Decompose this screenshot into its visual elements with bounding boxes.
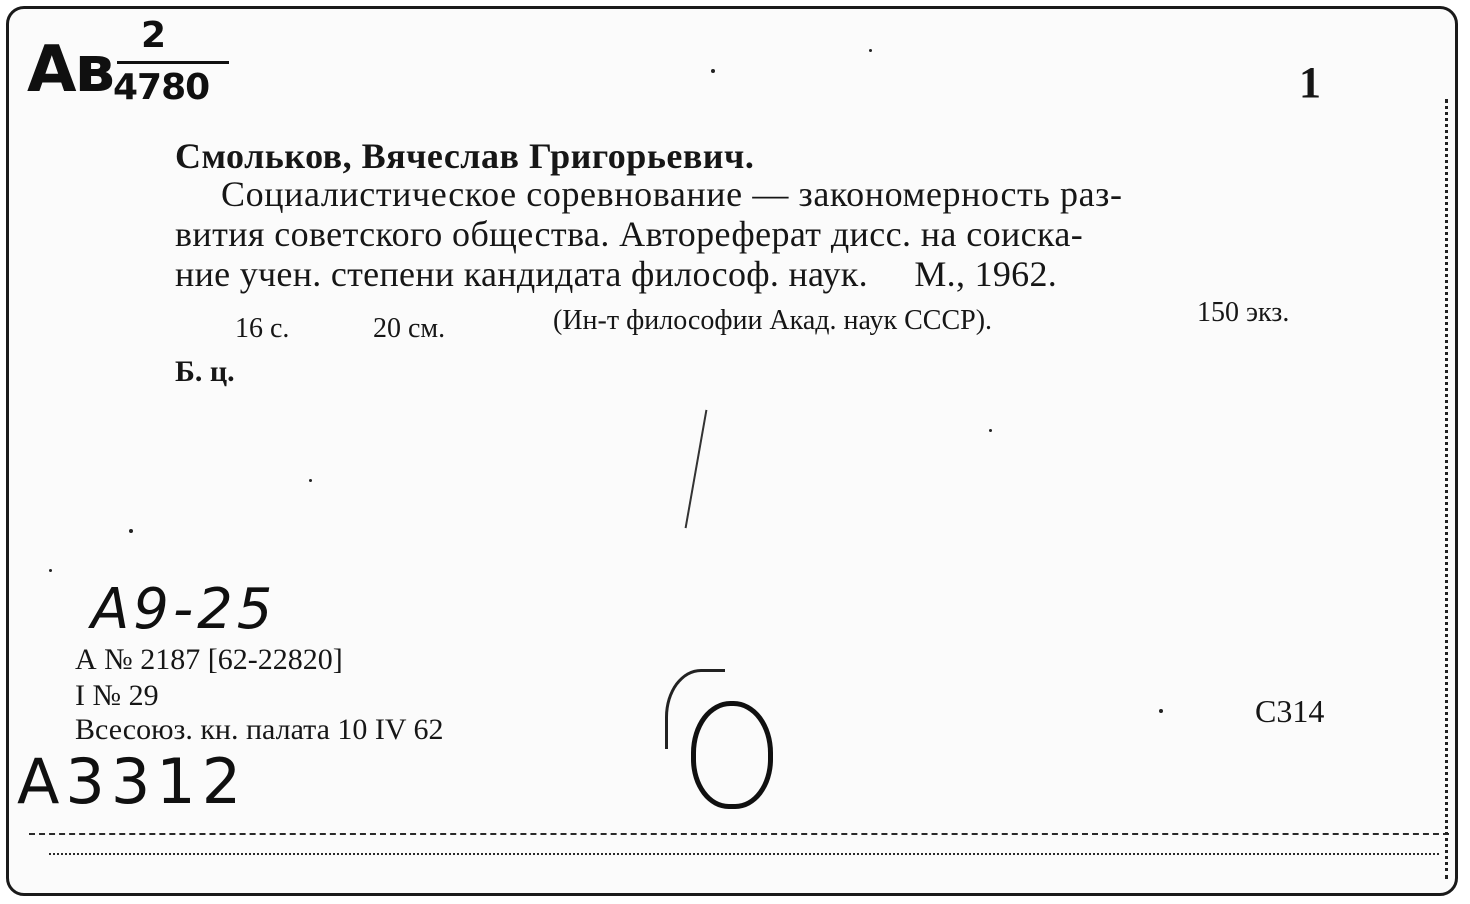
title-line-1: Социалистическое соревнование — закономерность раз-: [221, 174, 1123, 214]
shelfmark-fraction-line: [117, 61, 229, 64]
registration-line-3: Всесоюз. кн. палата 10 IV 62: [75, 713, 444, 746]
catalog-card: [6, 6, 1458, 896]
speck: [869, 49, 872, 52]
title-line-2: вития советского общества. Автореферат дисс. на соиска-: [175, 214, 1084, 254]
collation-series: (Ин-т философии Акад. наук СССР).: [553, 305, 993, 336]
bottom-rule-2: [49, 853, 1439, 855]
title-line-3: ние учен. степени кандидата философ. наук. М., 1962.: [175, 254, 1058, 294]
class-code: С314: [1255, 693, 1325, 729]
speck: [49, 569, 52, 572]
card-number: 1: [1299, 58, 1321, 107]
pen-stroke: [685, 410, 708, 529]
speck: [711, 69, 715, 73]
author-heading: Смольков, Вячеслав Григорьевич.: [175, 136, 755, 176]
right-edge-noise: [1445, 99, 1448, 879]
price-note: Б. ц.: [175, 355, 235, 388]
speck: [309, 479, 312, 482]
shelfmark-prefix: Ав: [27, 33, 114, 107]
registration-line-2: I № 29: [75, 679, 159, 712]
speck: [1159, 709, 1163, 713]
speck: [989, 429, 992, 432]
bottom-rule: [29, 833, 1449, 835]
shelfmark-denominator: 4780: [113, 67, 210, 108]
handwritten-arc: [665, 669, 725, 749]
handwritten-code: А9-25: [91, 577, 277, 642]
collation-pages: 16 с.: [235, 313, 290, 344]
speck: [129, 529, 133, 533]
collation-copies: 150 экз.: [1197, 297, 1290, 328]
collation-size: 20 см.: [373, 313, 446, 344]
handwritten-number: А3312: [17, 745, 248, 818]
registration-line-1: А № 2187 [62-22820]: [75, 643, 343, 676]
shelfmark-numerator: 2: [141, 15, 167, 56]
